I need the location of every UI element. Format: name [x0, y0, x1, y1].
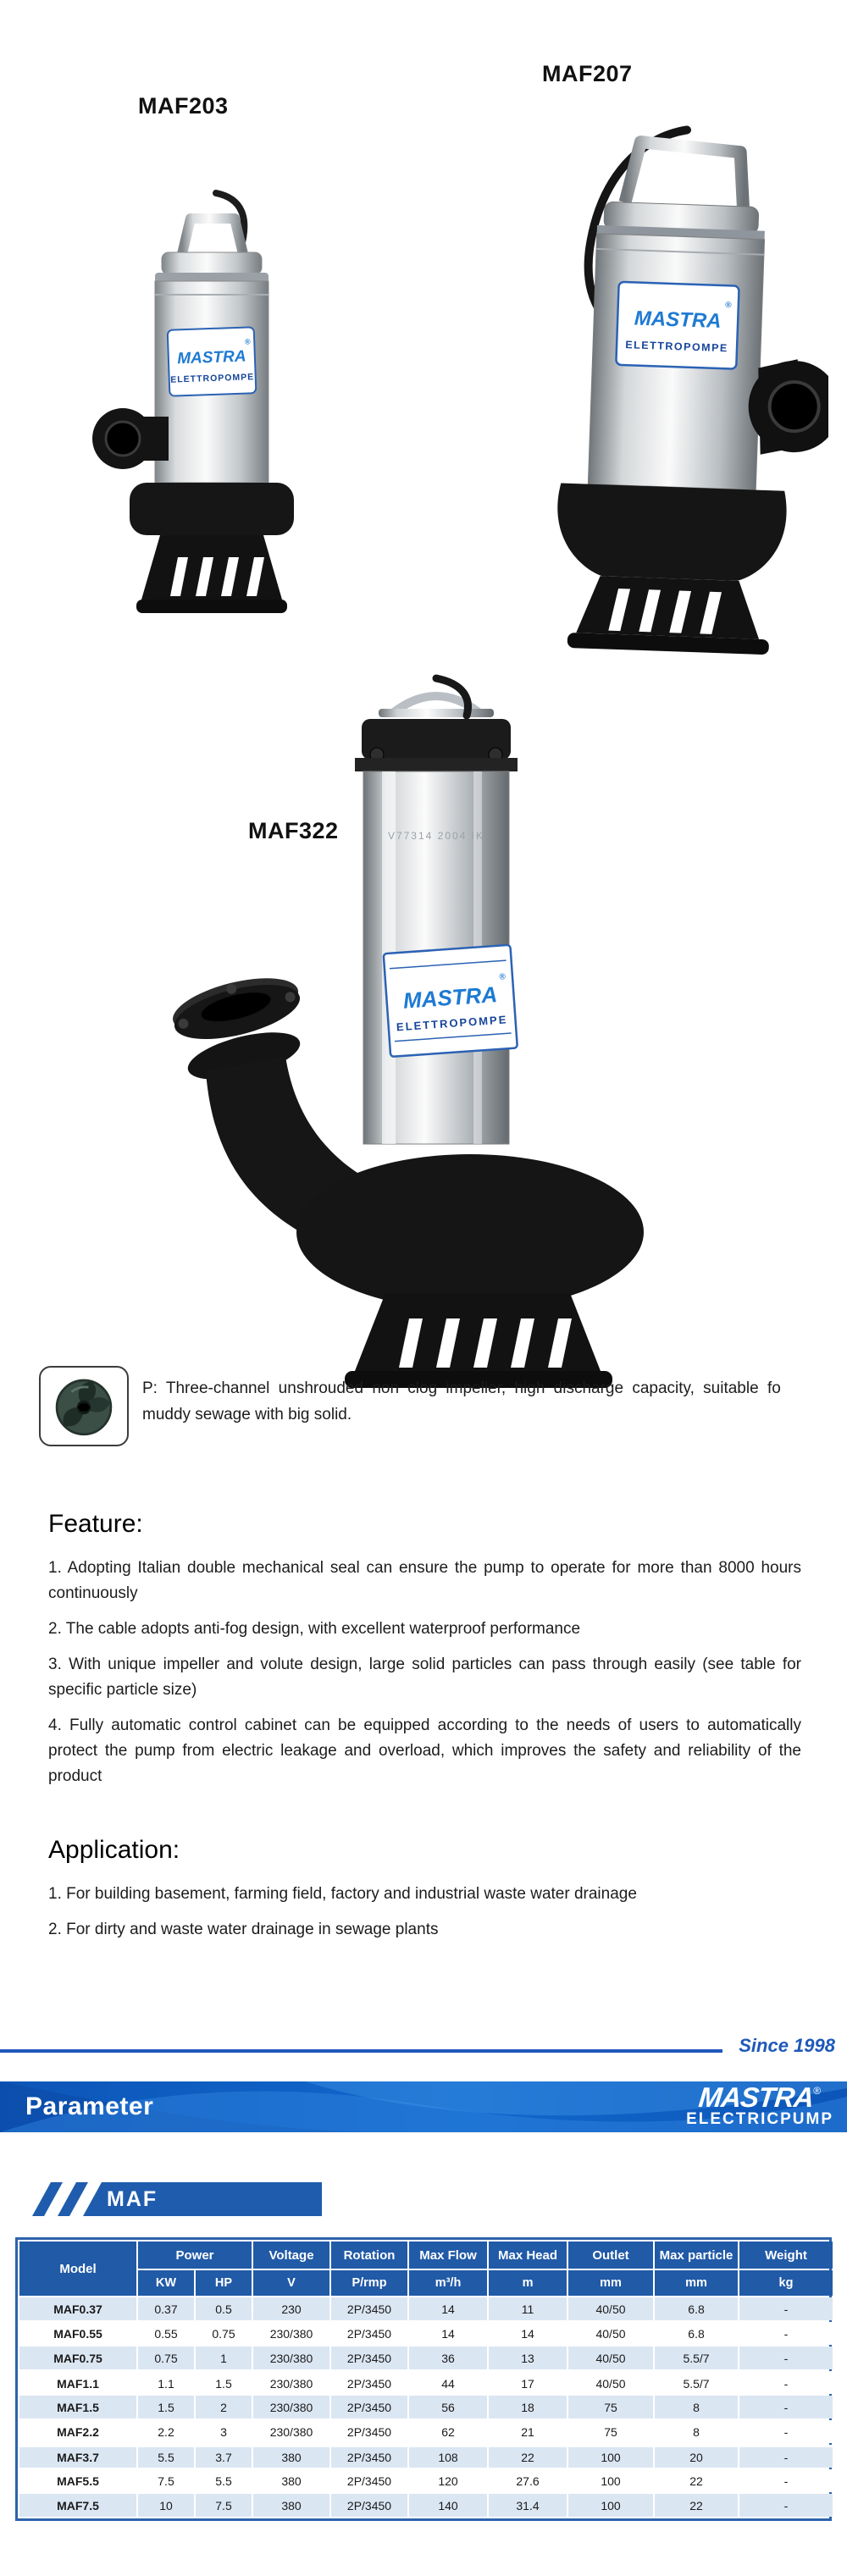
product-label-maf322: MAF322 [248, 818, 339, 843]
volute [296, 1154, 644, 1310]
table-tab-maf [15, 2182, 322, 2216]
value-cell: 380 [253, 2469, 329, 2492]
value-cell: 2P/3450 [331, 2347, 407, 2369]
table-row [19, 2420, 833, 2443]
value-cell: 0.55 [138, 2322, 194, 2345]
banner-reg-mark: ® [813, 2085, 822, 2097]
value-cell: 0.5 [196, 2297, 252, 2320]
unit-v: V [253, 2270, 329, 2296]
value-cell: 3 [196, 2420, 252, 2443]
value-cell: 2P/3450 [331, 2371, 407, 2394]
feature-heading: Feature: [48, 1510, 143, 1538]
value-cell: 17 [489, 2371, 567, 2394]
col-header-rotation: Rotation [331, 2242, 407, 2269]
value-cell: 40/50 [568, 2322, 653, 2345]
unit-hp: HP [196, 2270, 252, 2296]
value-cell: 100 [568, 2445, 653, 2468]
model-cell: MAF0.37 [19, 2297, 136, 2320]
value-cell: - [739, 2297, 833, 2320]
unit-outlet-mm: mm [568, 2270, 653, 2296]
col-header-voltage: Voltage [253, 2242, 329, 2269]
value-cell: 5.5/7 [655, 2371, 738, 2394]
value-cell: 1 [196, 2347, 252, 2369]
plate-subtitle-text: ELETTROPOMPE [396, 1013, 508, 1034]
value-cell: - [739, 2347, 833, 2369]
table-row [19, 2322, 833, 2345]
value-cell: 44 [409, 2371, 487, 2394]
body-etch-text: V77314 2004 IK [387, 830, 485, 842]
value-cell: 0.75 [138, 2347, 194, 2369]
banner-logo [686, 2081, 833, 2128]
impeller-note-line1: P: Three-channel unshrouded non clog impeller, high discharge capacity, suitable fo [142, 1379, 781, 1397]
value-cell: 14 [409, 2297, 487, 2320]
table-row [19, 2445, 833, 2468]
unit-kw: KW [138, 2270, 194, 2296]
value-cell: 140 [409, 2494, 487, 2517]
pump-photo-maf203 [89, 186, 335, 652]
value-cell: - [739, 2420, 833, 2443]
application-section [48, 1836, 801, 1953]
feature-item-1: 1. Adopting Italian double mechanical seal can ensure the pump to operate for more than 8000 hours continuously [48, 1559, 801, 1602]
value-cell: 40/50 [568, 2371, 653, 2394]
value-cell: 1.5 [138, 2396, 194, 2418]
value-cell: 2P/3450 [331, 2469, 407, 2492]
value-cell: 36 [409, 2347, 487, 2369]
table-row [19, 2297, 833, 2320]
value-cell: 75 [568, 2420, 653, 2443]
value-cell: 13 [489, 2347, 567, 2369]
value-cell: - [739, 2445, 833, 2468]
value-cell: 2P/3450 [331, 2420, 407, 2443]
value-cell: 1.5 [196, 2371, 252, 2394]
value-cell: 230 [253, 2297, 329, 2320]
plate-brand-text: MASTRA [176, 347, 246, 368]
value-cell: 75 [568, 2396, 653, 2418]
value-cell: - [739, 2494, 833, 2517]
value-cell: 100 [568, 2494, 653, 2517]
value-cell: 120 [409, 2469, 487, 2492]
plate-brand-text: MASTRA [401, 981, 499, 1014]
value-cell: - [739, 2322, 833, 2345]
plate-brand-text: MASTRA [634, 307, 722, 334]
handle [625, 141, 746, 212]
application-heading: Application: [48, 1836, 180, 1864]
col-header-max-head: Max Head [489, 2242, 567, 2269]
table-body [19, 2297, 833, 2517]
unit-particle-mm: mm [655, 2270, 738, 2296]
value-cell: 22 [655, 2469, 738, 2492]
model-cell: MAF2.2 [19, 2420, 136, 2443]
parameter-table [15, 2237, 832, 2521]
value-cell: 62 [409, 2420, 487, 2443]
value-cell: 2P/3450 [331, 2396, 407, 2418]
model-cell: MAF3.7 [19, 2445, 136, 2468]
value-cell: 108 [409, 2445, 487, 2468]
feature-item-4: 4. Fully automatic control cabinet can be equipped according to the needs of users to automatically protect the pump from electric leakage and overload, which improves the safety and reliability of the product [48, 1716, 801, 1785]
value-cell: 230/380 [253, 2420, 329, 2443]
table-row [19, 2347, 833, 2369]
unit-m: m [489, 2270, 567, 2296]
value-cell: 2P/3450 [331, 2494, 407, 2517]
impeller-photo [45, 1372, 123, 1441]
value-cell: 14 [409, 2322, 487, 2345]
impeller-note-line2: muddy sewage with big solid. [142, 1406, 352, 1423]
value-cell: 2P/3450 [331, 2445, 407, 2468]
value-cell: 6.8 [655, 2322, 738, 2345]
impeller-note [142, 1375, 847, 1428]
handle [182, 218, 243, 254]
value-cell: 230/380 [253, 2347, 329, 2369]
value-cell: 5.5 [138, 2445, 194, 2468]
col-header-max-flow: Max Flow [409, 2242, 487, 2269]
table-row [19, 2494, 833, 2517]
value-cell: 27.6 [489, 2469, 567, 2492]
value-cell: 0.75 [196, 2322, 252, 2345]
volute [130, 483, 294, 535]
value-cell: 0.37 [138, 2297, 194, 2320]
value-cell: 380 [253, 2445, 329, 2468]
nameplate [384, 945, 518, 1057]
value-cell: 2 [196, 2396, 252, 2418]
volute [555, 483, 787, 582]
plate-subtitle-text: ELETTROPOMPE [170, 372, 255, 385]
parameter-banner [0, 2081, 847, 2132]
value-cell: 2P/3450 [331, 2297, 407, 2320]
application-item-2: 2. For dirty and waste water drainage in sewage plants [48, 1921, 439, 1938]
since-1998-badge: Since 1998 [739, 2035, 835, 2056]
model-cell: MAF5.5 [19, 2469, 136, 2492]
nameplate [168, 327, 257, 396]
application-item-1: 1. For building basement, farming field, factory and industrial waste water drainage [48, 1885, 637, 1903]
col-header-max-particle: Max particle [655, 2242, 738, 2269]
value-cell: 40/50 [568, 2347, 653, 2369]
product-label-maf203: MAF203 [138, 93, 229, 119]
value-cell: - [739, 2396, 833, 2418]
value-cell: 230/380 [253, 2322, 329, 2345]
value-cell: 2.2 [138, 2420, 194, 2443]
value-cell: 5.5/7 [655, 2347, 738, 2369]
tab-shape [15, 2182, 322, 2216]
pump-photo-maf207 [464, 117, 828, 676]
impeller-thumbnail-box [39, 1366, 129, 1446]
value-cell: 8 [655, 2420, 738, 2443]
model-cell: MAF7.5 [19, 2494, 136, 2517]
model-cell: MAF1.1 [19, 2371, 136, 2394]
value-cell: 380 [253, 2494, 329, 2517]
divider-line [0, 2049, 722, 2053]
product-label-maf207: MAF207 [542, 61, 633, 86]
value-cell: 2P/3450 [331, 2322, 407, 2345]
value-cell: 20 [655, 2445, 738, 2468]
feature-item-2: 2. The cable adopts anti-fog design, with excellent waterproof performance [48, 1620, 581, 1638]
value-cell: 1.1 [138, 2371, 194, 2394]
value-cell: 5.5 [196, 2469, 252, 2492]
table-row [19, 2469, 833, 2492]
feature-item-3: 3. With unique impeller and volute design, large solid particles can pass through easily (see table for specific particle size) [48, 1656, 801, 1699]
pump-photo-maf322 [157, 673, 716, 1401]
value-cell: 3.7 [196, 2445, 252, 2468]
plate-subtitle-text: ELETTROPOMPE [625, 339, 729, 355]
col-header-weight: Weight [739, 2242, 833, 2269]
plate-reg-mark: ® [244, 337, 251, 346]
value-cell: 22 [489, 2445, 567, 2468]
value-cell: 100 [568, 2469, 653, 2492]
model-cell: MAF1.5 [19, 2396, 136, 2418]
value-cell: 7.5 [196, 2494, 252, 2517]
nameplate [616, 282, 739, 369]
value-cell: 22 [655, 2494, 738, 2517]
table-row [19, 2371, 833, 2394]
value-cell: - [739, 2469, 833, 2492]
strainer [576, 575, 761, 638]
value-cell: 21 [489, 2420, 567, 2443]
col-header-outlet: Outlet [568, 2242, 653, 2269]
value-cell: 7.5 [138, 2469, 194, 2492]
col-header-power: Power [138, 2242, 252, 2269]
value-cell: 6.8 [655, 2297, 738, 2320]
col-header-model: Model [19, 2242, 136, 2296]
banner-brand-text: MASTRA [697, 2081, 816, 2113]
value-cell: - [739, 2371, 833, 2394]
value-cell: 230/380 [253, 2371, 329, 2394]
model-cell: MAF0.75 [19, 2347, 136, 2369]
value-cell: 31.4 [489, 2494, 567, 2517]
unit-kg: kg [739, 2270, 833, 2296]
plate-reg-mark: ® [724, 301, 732, 311]
since-divider [0, 2035, 847, 2059]
value-cell: 56 [409, 2396, 487, 2418]
table-row [19, 2396, 833, 2418]
banner-subtitle-text: ELECTRICPUMP [686, 2110, 833, 2128]
value-cell: 10 [138, 2494, 194, 2517]
value-cell: 40/50 [568, 2297, 653, 2320]
value-cell: 8 [655, 2396, 738, 2418]
value-cell: 11 [489, 2297, 567, 2320]
plate-reg-mark: ® [498, 972, 507, 982]
value-cell: 230/380 [253, 2396, 329, 2418]
model-cell: MAF0.55 [19, 2322, 136, 2345]
value-cell: 14 [489, 2322, 567, 2345]
feature-section [48, 1510, 801, 1799]
unit-prmp: P/rmp [331, 2270, 407, 2296]
unit-m3h: m³/h [409, 2270, 487, 2296]
tab-label: MAF [107, 2187, 158, 2211]
value-cell: 18 [489, 2396, 567, 2418]
banner-title: Parameter [25, 2092, 154, 2120]
